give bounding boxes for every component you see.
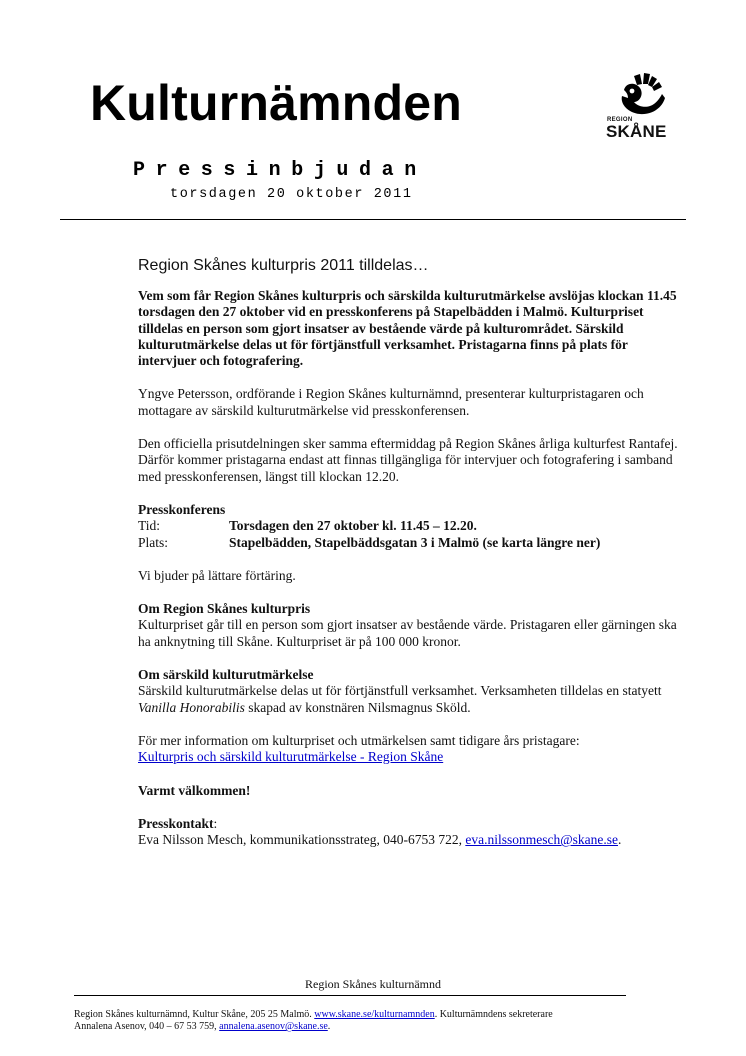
intro-paragraph: Vem som får Region Skånes kulturpris och särskilda kulturutmärkelse avslöjas klockan 11.45 torsdagen den 27 oktober vid en presskonferens på Stapelbädden i Malmö. Kulturpriset tilldelas en person som gjort insatser av bestående värde på kulturområdet. Särskild kulturutmärkelse delas ut för förtjänstfull verksamhet. Pristagarna finns på plats för intervjuer och fotografering. — [138, 288, 677, 369]
about-prize-block — [138, 601, 678, 650]
press-contact-colon: : — [213, 815, 218, 831]
about-award-block — [138, 667, 678, 716]
kulturpris-link[interactable]: Kulturpris och särskild kulturutmärkelse - Region Skåne — [138, 749, 444, 765]
document-body — [138, 256, 678, 848]
about-award-text — [138, 683, 678, 716]
place-label: Plats: — [138, 534, 169, 550]
about-award-text-start: Särskild kulturutmärkelse delas ut för förtjänstfull verksamhet. Verksamheten tilldelas en statyett — [138, 683, 662, 699]
footer-secretary: Annalena Asenov, 040 – 67 53 759, — [74, 1021, 220, 1032]
contact-end: . — [618, 832, 622, 848]
press-conference-block — [138, 502, 678, 551]
footer-line1-end: . Kulturnämndens sekreterare — [434, 1009, 553, 1020]
time-value: Torsdagen den 27 oktober kl. 11.45 – 12.20. — [229, 518, 477, 534]
document-date: torsdagen 20 oktober 2011 — [170, 187, 413, 202]
about-award-heading: Om särskild kulturutmärkelse — [138, 667, 314, 683]
footer-address: Region Skånes kulturnämnd, Kultur Skåne, 205 25 Malmö. — [74, 1009, 315, 1020]
about-award-text-end: skapad av konstnären Nilsmagnus Sköld. — [244, 699, 471, 715]
more-info-block — [138, 733, 678, 766]
place-value: Stapelbädden, Stapelbäddsgatan 3 i Malmö (se karta längre ner) — [229, 534, 601, 550]
subtitle: Pressinbjudan — [133, 159, 427, 182]
welcome-text: Varmt välkommen! — [138, 782, 251, 798]
logo-region-text: REGION — [607, 117, 633, 123]
header-divider — [60, 219, 686, 220]
press-contact-heading: Presskontakt — [138, 815, 214, 831]
press-contact-text — [138, 832, 678, 848]
about-prize-text: Kulturpriset går till en person som gjort insatser av bestående värde. Pristagaren eller gärningen ska ha anknytning till Skåne. Kulturpriset är på 100 000 kronor. — [138, 617, 677, 649]
footer-website-link[interactable]: www.skane.se/kulturnamnden — [314, 1009, 435, 1020]
section-heading: Region Skånes kulturpris 2011 tilldelas… — [138, 257, 429, 274]
place-row — [138, 535, 678, 551]
time-row — [138, 518, 678, 534]
footer-divider — [74, 995, 626, 996]
footer-line2-end: . — [327, 1021, 331, 1032]
contact-email-link[interactable]: eva.nilssonmesch@skane.se — [465, 832, 618, 848]
region-skane-logo — [604, 72, 680, 142]
about-prize-heading: Om Region Skånes kulturpris — [138, 601, 311, 617]
logo-skane-text: SKÅNE — [606, 122, 667, 141]
time-label: Tid: — [138, 518, 161, 534]
paragraph-ceremony: Den officiella prisutdelningen sker samma eftermiddag på Region Skånes årliga kulturfest Rantafej. Därför kommer pristagarna endast att finnas tillgängliga för intervjuer och fotografering i samband med presskonferensen, längst till klockan 12.20. — [138, 436, 678, 484]
page-title: Kulturnämnden — [90, 75, 463, 131]
region-skane-griffin-icon — [604, 72, 680, 122]
paragraph-presenter: Yngve Petersson, ordförande i Region Skånes kulturnämnd, presenterar kulturpristagaren och mottagare av särskild kulturutmärkelse vid presskonferensen. — [138, 386, 644, 418]
statuette-name: Vanilla Honorabilis — [138, 699, 245, 715]
press-conference-heading: Presskonferens — [138, 501, 226, 517]
press-contact-block — [138, 816, 678, 849]
footer-email-link[interactable]: annalena.asenov@skane.se — [219, 1021, 328, 1032]
footer-contact-info — [74, 1009, 674, 1033]
contact-details: Eva Nilsson Mesch, kommunikationsstrateg, 040-6753 722, — [138, 832, 466, 848]
footer-organisation: Region Skånes kulturnämnd — [305, 977, 441, 991]
refreshments-text: Vi bjuder på lättare förtäring. — [138, 567, 296, 583]
more-info-text: För mer information om kulturpriset och utmärkelsen samt tidigare års pristagare: — [138, 732, 580, 748]
